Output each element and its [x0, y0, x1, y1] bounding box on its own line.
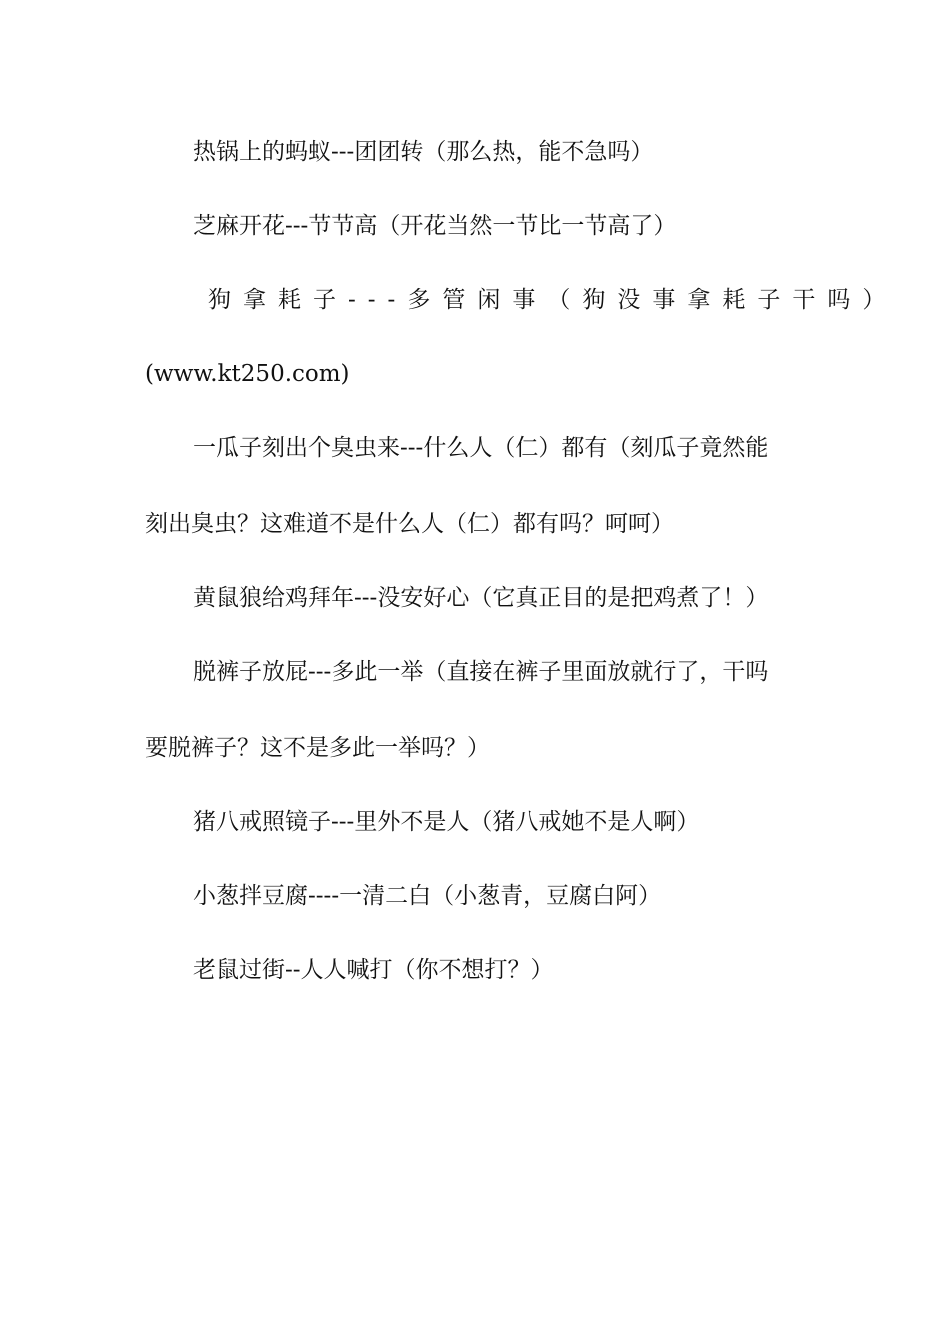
source-link-text: (www.kt250.com): [145, 361, 350, 387]
text-line: 小葱拌豆腐----一清二白（小葱青，豆腐白阿）: [193, 883, 662, 909]
text-line: 刻出臭虫？这难道不是什么人（仁）都有吗？呵呵）: [145, 511, 674, 537]
text-line: 脱裤子放屁---多此一举（直接在裤子里面放就行了，干吗: [193, 659, 769, 685]
text-line: 猪八戒照镜子---里外不是人（猪八戒她不是人啊）: [193, 809, 700, 835]
text-line: 一瓜子刻出个臭虫来---什么人（仁）都有（刻瓜子竟然能: [193, 435, 769, 461]
text-line: 要脱裤子？这不是多此一举吗？）: [145, 735, 490, 761]
text-line: 狗拿耗子---多管闲事（狗没事拿耗子干吗）: [208, 287, 898, 313]
text-line: 黄鼠狼给鸡拜年---没安好心（它真正目的是把鸡煮了！）: [193, 585, 769, 611]
text-line: 热锅上的蚂蚁---团团转（那么热，能不急吗）: [193, 139, 654, 165]
text-line: 老鼠过街--人人喊打（你不想打？）: [193, 957, 554, 983]
text-line: 芝麻开花---节节高（开花当然一节比一节高了）: [193, 213, 677, 239]
